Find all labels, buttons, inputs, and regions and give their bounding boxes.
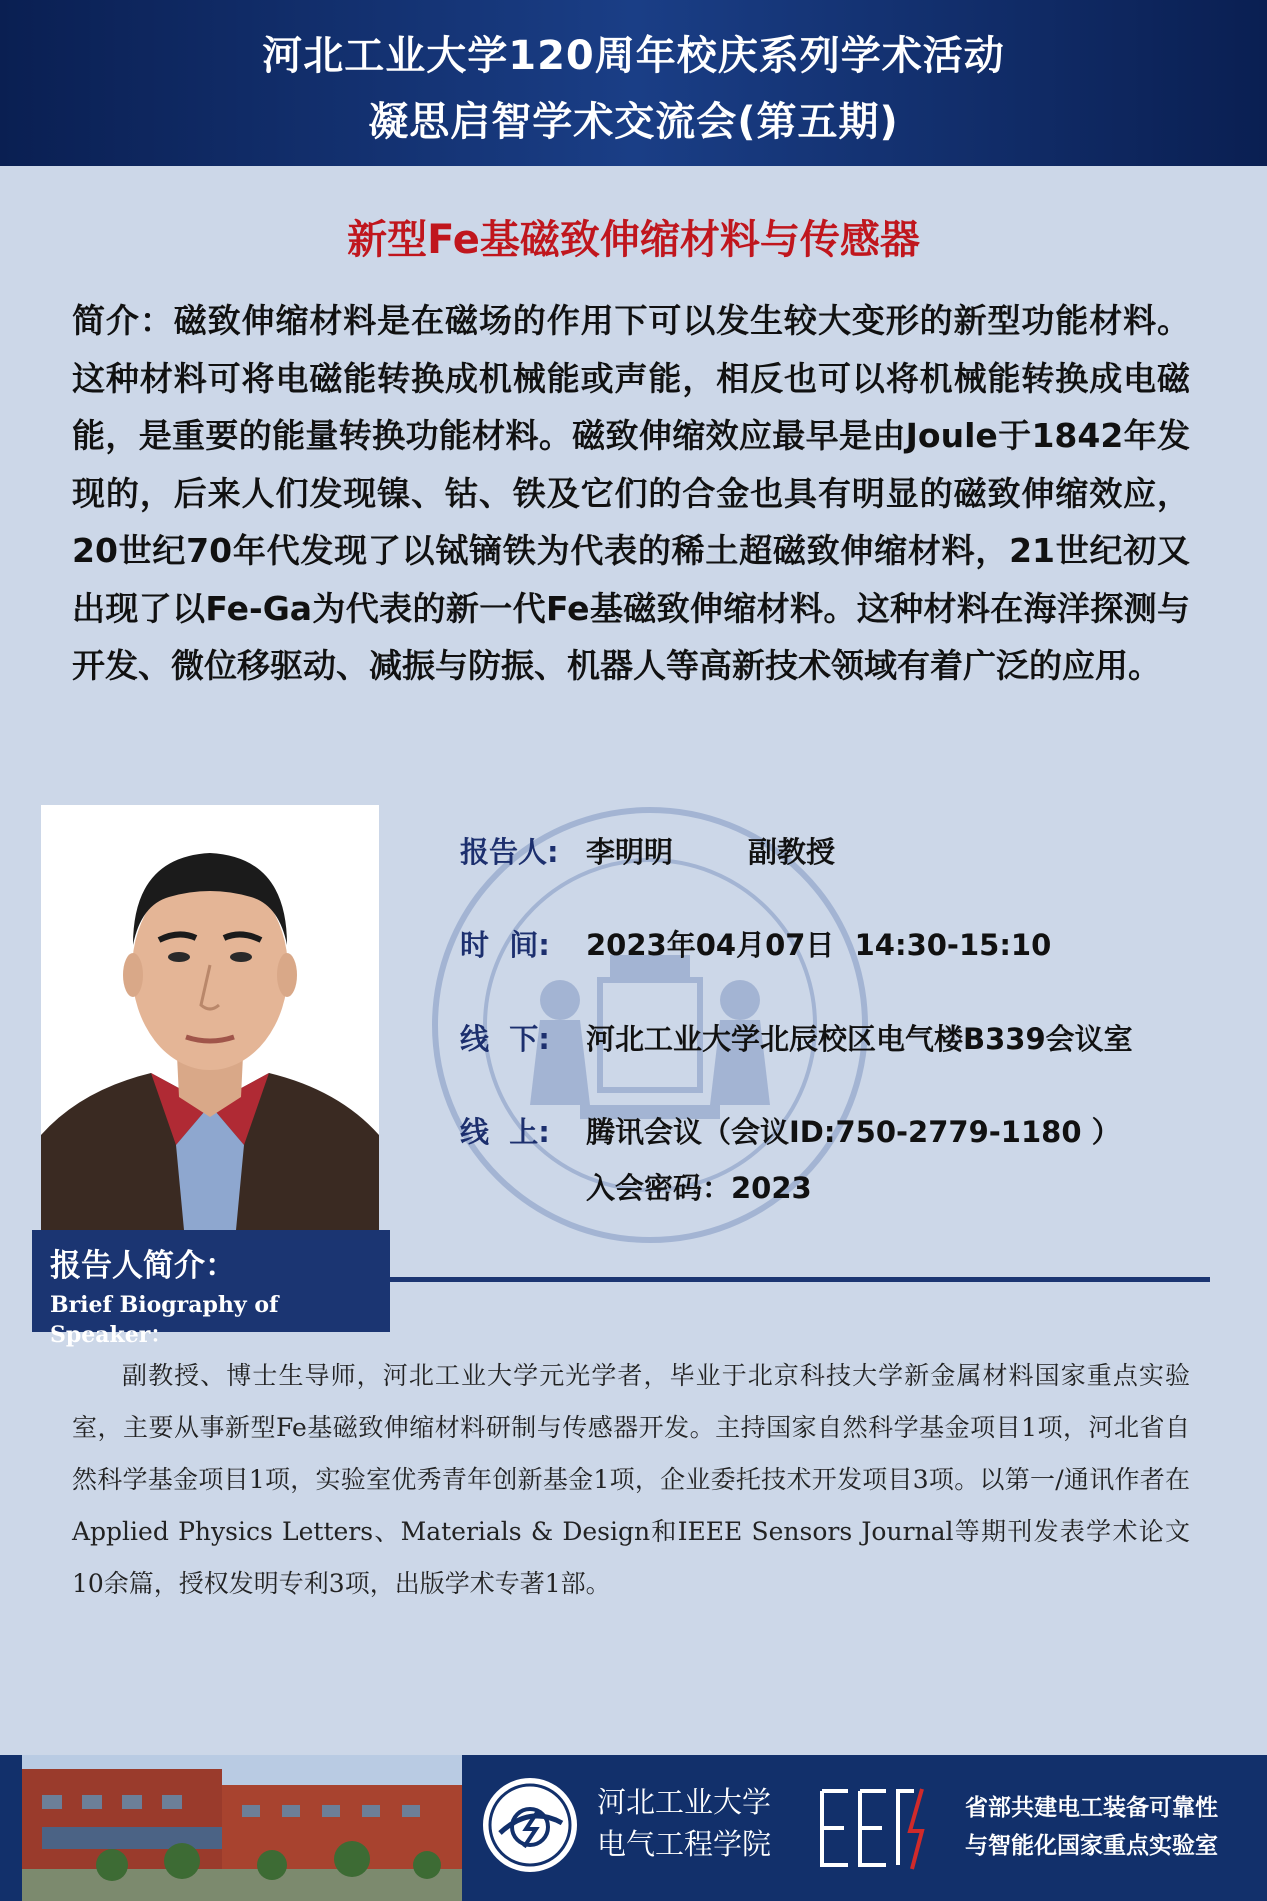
offline-venue: 河北工业大学北辰校区电气楼B339会议室 bbox=[586, 1022, 1133, 1056]
bio-divider bbox=[390, 1277, 1210, 1282]
bio-label-zh: 报告人简介： bbox=[50, 1248, 236, 1284]
speaker-biography: 副教授、博士生导师，河北工业大学元光学者，毕业于北京科技大学新金属材料国家重点实验室，主要从事新型Fe基磁致伸缩材料研制与传感器开发。主持国家自然科学基金项目1项，河北省自然科学基金项目1项，实验室优秀青年创新基金1项，企业委托技术开发项目3项。以第一/通讯作者在Applied Physics Letters、Materials & Design和IEEE Sensors Journal等期刊发表学术论文10余篇，授权发明专利3项，出版学术专著1部。 bbox=[72, 1361, 1190, 1598]
event-series-title: 河北工业大学120周年校庆系列学术活动 bbox=[262, 33, 1005, 79]
online-label: 线 上: bbox=[460, 1115, 550, 1149]
speaker-label: 报告人: bbox=[460, 835, 559, 869]
lab-name-line2: 与智能化国家重点实验室 bbox=[965, 1833, 1218, 1859]
lab-name bbox=[965, 1789, 1218, 1865]
talk-intro: 简介：磁致伸缩材料是在磁场的作用下可以发生较大变形的新型功能材料。这种材料可将电磁能转换成机械能或声能，相反也可以将机械能转换成电磁能，是重要的能量转换功能材料。磁致伸缩效应最早是由Joule于1842年发现的，后来人们发现镍、钴、铁及它们的合金也具有明显的磁致伸缩效应，20世纪70年代发现了以铽镝铁为代表的稀土超磁致伸缩材料，21世纪初又出现了以Fe-Ga为代表的新一代Fe基磁致伸缩材料。这种材料在海洋探测与开发、微位移驱动、减振与防振、机器人等高新技术领域有着广泛的应用。 bbox=[72, 301, 1190, 685]
school-emblem-icon bbox=[480, 1775, 580, 1875]
bio-section-label bbox=[32, 1230, 390, 1348]
lab-logo-icon bbox=[818, 1785, 938, 1871]
lab-name-line1: 省部共建电工装备可靠性 bbox=[965, 1795, 1218, 1821]
time-value: 2023年04月07日 14:30-15:10 bbox=[586, 928, 1052, 962]
speaker-photo bbox=[41, 805, 379, 1230]
header-banner bbox=[0, 0, 1267, 166]
school-name-line2: 电气工程学院 bbox=[597, 1827, 772, 1861]
speaker-title: 副教授 bbox=[748, 835, 836, 869]
footer-banner bbox=[0, 1755, 1267, 1901]
meeting-password: 入会密码：2023 bbox=[586, 1171, 812, 1205]
event-title: 凝思启智学术交流会(第五期) bbox=[368, 99, 899, 145]
online-meeting: 腾讯会议（会议ID:750-2779-1180 ） bbox=[586, 1115, 1121, 1149]
time-label: 时 间: bbox=[460, 928, 550, 962]
school-name-line1: 河北工业大学 bbox=[597, 1785, 772, 1819]
speaker-name: 李明明 bbox=[586, 835, 674, 869]
school-name bbox=[597, 1781, 771, 1865]
bio-label-en: Brief Biography of Speaker： bbox=[50, 1292, 279, 1348]
offline-label: 线 下: bbox=[460, 1022, 550, 1056]
talk-title: 新型Fe基磁致伸缩材料与传感器 bbox=[347, 217, 920, 263]
campus-photo bbox=[22, 1755, 462, 1901]
